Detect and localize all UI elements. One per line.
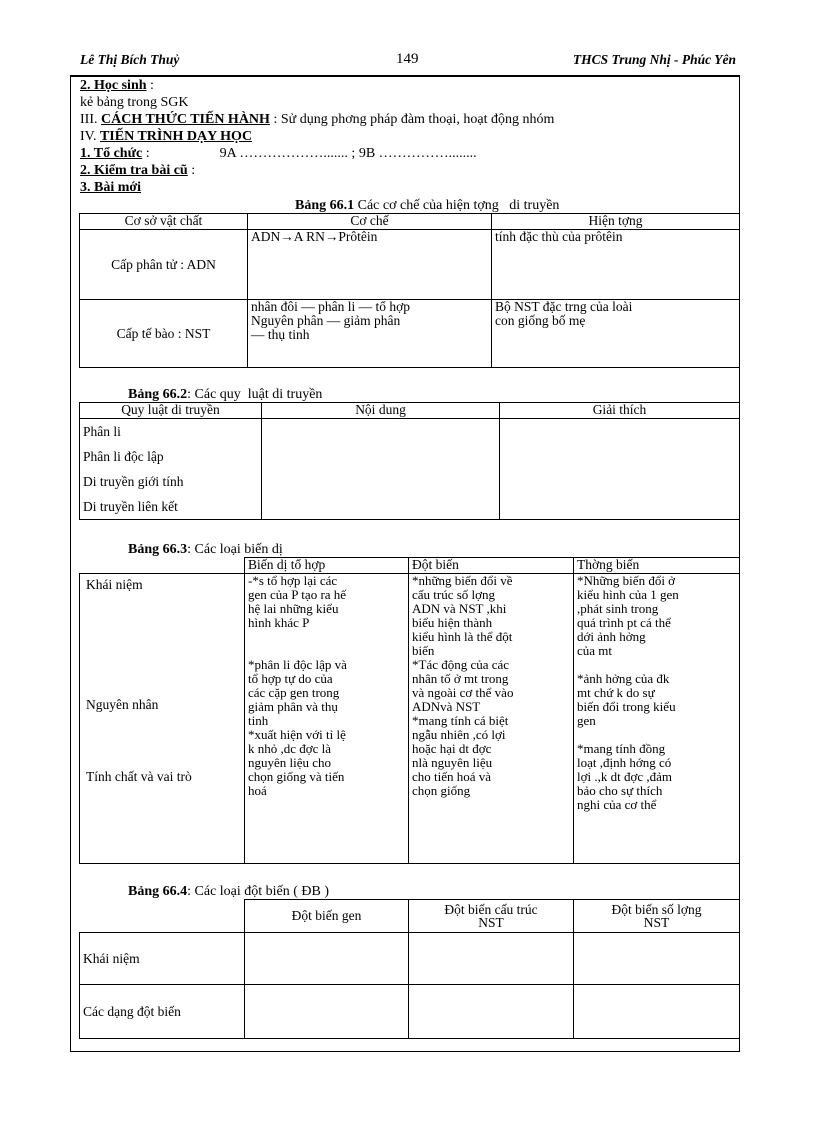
t4-cell-1-3 — [574, 933, 740, 985]
t2-header-explanation: Giải thích — [500, 403, 740, 419]
t3-row-labels — [80, 574, 245, 864]
t3-header-mutation: Đột biến — [409, 558, 574, 574]
t1-row2-mechanism: nhân đôi — phân li — tổ hợp Nguyên phân — giảm phân — thụ tinh — [248, 300, 492, 368]
t1-row1-phenomenon: tính đặc thù của prôtêin — [492, 230, 740, 300]
school-name: THCS Trung Nhị - Phúc Yên — [572, 52, 736, 67]
t3-label-role: Tính chất và vai trò — [86, 769, 192, 784]
process-line — [80, 129, 252, 145]
t3-col-mutation: *những biến đổi về cấu trúc số lợng ADN và NST ,khi biểu hiện thành kiểu hình là thể đột biến *Tác động của các nhân tố ở mt trong và ngoài cơ thể vào ADNvà NST *mang tính cá biệt ngẫu nhiên ,có lợi hoặc hại dt đợc nlà nguyên liệu cho tiến hoá và chọn giống — [409, 574, 574, 864]
t4-header-number: Đột biến số lợng NST — [574, 900, 740, 933]
new-lesson-line — [80, 180, 141, 196]
table-variations — [79, 557, 740, 864]
t1-row1-mechanism: ADN→A RN→Prôtêin — [248, 230, 492, 300]
students-text: kẻ bảng trong SGK — [80, 95, 189, 110]
t4-cell-2-3 — [574, 985, 740, 1039]
t2-law-2: Phân li độc lập — [83, 449, 164, 464]
table4-caption-bold: Bảng 66.4 — [128, 884, 188, 899]
new-heading: 3. Bài mới — [80, 180, 142, 195]
t3-label-cause: Nguyên nhân — [86, 697, 159, 712]
t2-law-1: Phân li — [83, 424, 121, 439]
students-sep: : — [146, 78, 154, 93]
t2-header-law: Quy luật di truyền — [80, 403, 262, 419]
table1-caption-text: Các cơ chế của hiện tợng di truyền — [354, 198, 560, 213]
process-heading: TIẾN TRÌNH DẠY HỌC — [99, 129, 253, 144]
t4-cell-1-1 — [245, 933, 409, 985]
method-text: : Sử dụng phơng pháp đàm thoại, hoạt động nhóm — [269, 112, 555, 127]
t1-row1-basis: Cấp phân tử : ADN — [80, 230, 248, 300]
t4-header-empty — [80, 900, 245, 933]
method-heading: CÁCH THỨC TIẾN HÀNH — [101, 112, 270, 127]
t1-header-mechanism: Cơ chế — [248, 214, 492, 230]
t2-explanation-cell — [500, 419, 740, 520]
t3-label-concept: Khái niệm — [86, 577, 143, 592]
method-line — [80, 112, 554, 128]
check-line — [80, 163, 195, 179]
page-header — [76, 46, 736, 76]
table-mechanisms — [79, 213, 740, 368]
table4-caption-text: : Các loại đột biến ( ĐB ) — [187, 884, 330, 899]
t2-content-cell — [262, 419, 500, 520]
table3-caption — [128, 542, 283, 558]
t2-law-3: Di truyền giới tính — [83, 474, 184, 489]
t3-col-combination: -*s tổ hợp lại các gen của P tạo ra hế hệ lai những kiểu hình khác P *phân li độc lập và tổ hợp tự do của các cặp gen trong giảm phân và thụ tinh *xuất hiện với tỉ lệ k nhỏ ,dc đợc là nguyên liệu cho chọn giống và tiến hoá — [245, 574, 409, 864]
org-heading: 1. Tổ chức — [80, 146, 143, 161]
t4-label-concept: Khái niệm — [80, 933, 245, 985]
table2-caption-bold: Bảng 66.2 — [128, 387, 188, 402]
t1-row2-basis: Cấp tế bào : NST — [80, 300, 248, 368]
check-text: : — [187, 163, 196, 178]
page-number: 149 — [396, 51, 419, 67]
table-laws — [79, 402, 740, 520]
author-name: Lê Thị Bích Thuỷ — [80, 52, 180, 67]
org-text: : 9A ………………....... ; 9B ……………........ — [142, 146, 477, 161]
t4-header-gene: Đột biến gen — [245, 900, 409, 933]
t1-header-basis: Cơ sở vật chất — [80, 214, 248, 230]
t4-cell-2-1 — [245, 985, 409, 1039]
students-line — [80, 78, 154, 94]
table1-caption — [295, 198, 559, 214]
students-heading: 2. Học sinh — [80, 78, 147, 93]
t4-label-types: Các dạng đột biến — [80, 985, 245, 1039]
t2-law-list — [80, 419, 262, 520]
t2-header-content: Nội dung — [262, 403, 500, 419]
t1-row2-phenomenon: Bộ NST đặc trng của loài con giống bố mẹ — [492, 300, 740, 368]
t3-header-combination: Biến dị tổ hợp — [245, 558, 409, 574]
t4-cell-1-2 — [409, 933, 574, 985]
process-prefix: IV. — [80, 129, 100, 144]
table4-caption — [128, 884, 329, 900]
t3-col-modification: *Những biến đổi ở kiểu hình của 1 gen ,phát sinh trong quá trình pt cá thể dới ảnh hởng của mt *ảnh hởng của đk mt chứ k do sự biến đổi trong kiểu gen *mang tính đồng loạt ,định hớng có lợi .,k dt đợc ,đảm bảo cho sự thích nghi của cơ thể — [574, 574, 740, 864]
t3-header-modification: Thờng biến — [574, 558, 740, 574]
check-heading: 2. Kiểm tra bài cũ — [80, 163, 188, 178]
table3-caption-text: : Các loại biến dị — [187, 542, 283, 557]
table1-caption-bold: Bảng 66.1 — [295, 198, 355, 213]
t3-header-empty — [80, 558, 245, 574]
t2-law-4: Di truyền liên kết — [83, 499, 178, 514]
table3-caption-bold: Bảng 66.3 — [128, 542, 188, 557]
table2-caption-text: : Các quy luật di truyền — [187, 387, 323, 402]
t4-header-structure: Đột biến cấu trúc NST — [409, 900, 574, 933]
t1-header-phenomenon: Hiện tợng — [492, 214, 740, 230]
org-line — [80, 146, 477, 162]
t4-cell-2-2 — [409, 985, 574, 1039]
table-mutations — [79, 899, 740, 1039]
method-prefix: III. — [80, 112, 101, 127]
table2-caption — [128, 387, 322, 403]
